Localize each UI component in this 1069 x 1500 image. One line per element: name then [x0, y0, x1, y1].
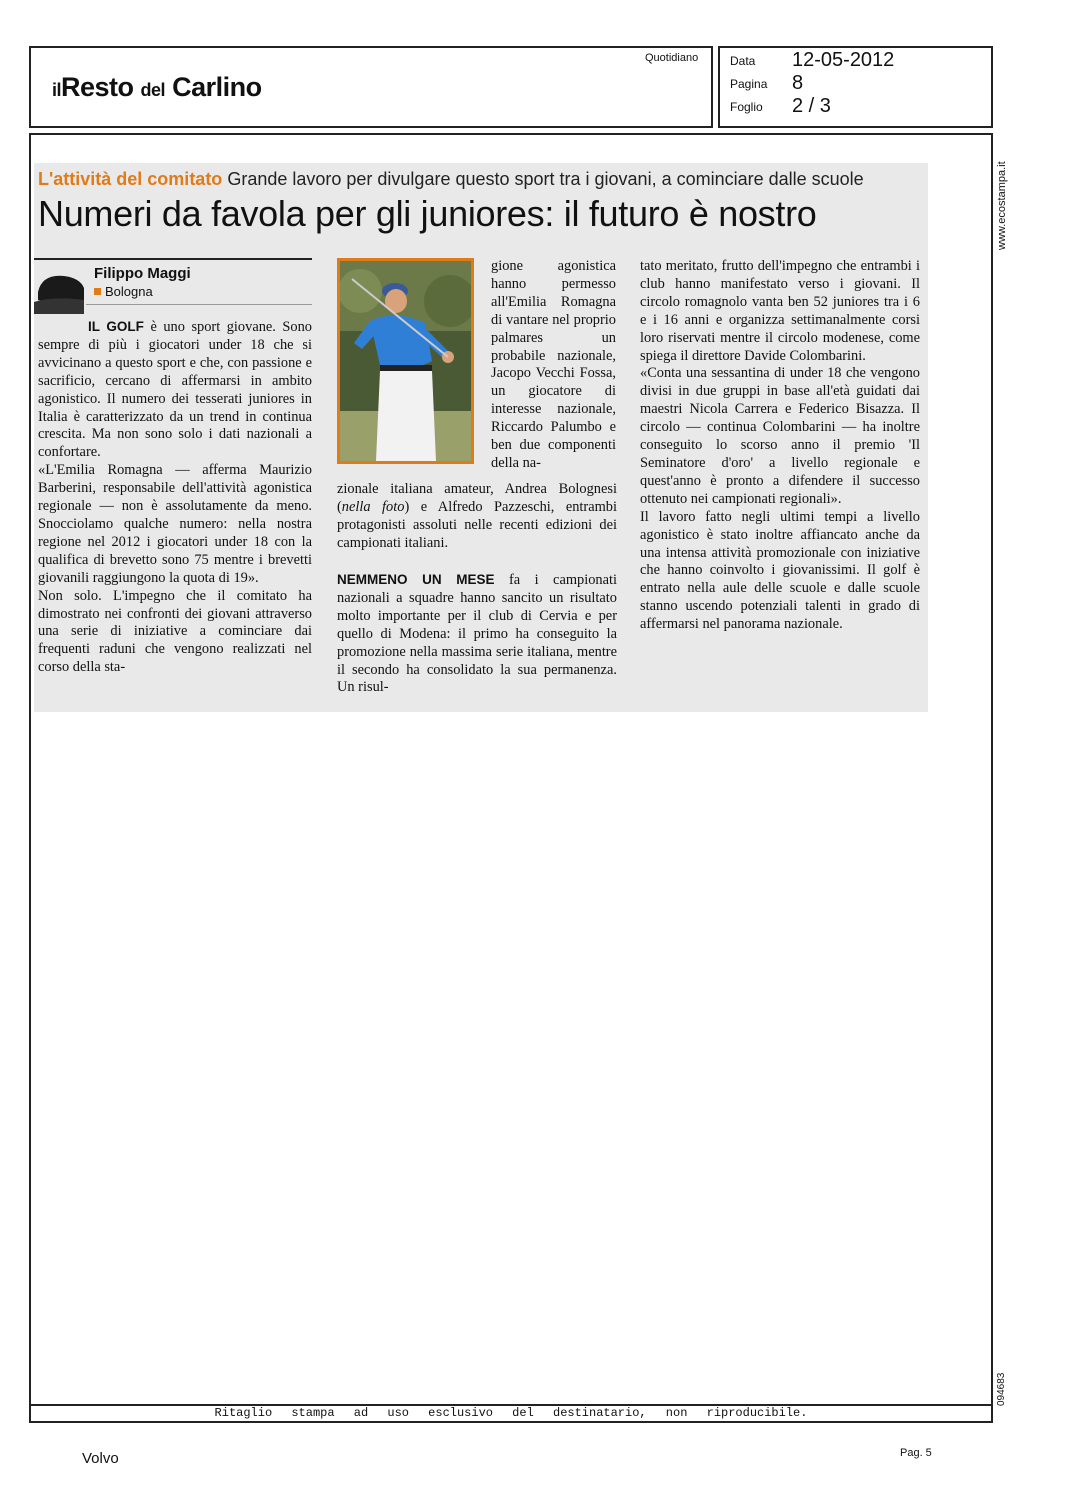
lead-in-golf: IL GOLF	[88, 319, 144, 334]
paragraph: Il lavoro fatto negli ultimi tempi a livello agonistico è stato inoltre affiancato anche da una intensa attività promozionale con iniziative che hanno coinvolto i giovanissimi. Il golf è entrato nella aule delle scuole e dalle scuole stanno uscendo potenziali talenti in grado di affermarsi nel panorama nazionale.	[640, 508, 920, 633]
kicker-label: L'attività del comitato	[38, 169, 223, 189]
page-number: Pag. 5	[900, 1447, 932, 1459]
newspaper-logo: ilResto del Carlino	[52, 72, 262, 102]
author-city: Bologna	[94, 284, 153, 299]
article-column-2-top: gione agonistica hanno permesso all'Emilia Romagna di vantare nel proprio palmares un probabile nazionale, Jacopo Vecchi Fossa, un giocatore di interesse nazionale, Riccardo Palumbo e ben due componenti della na-	[491, 258, 616, 471]
paragraph: è uno sport giovane. Sono sempre di più i giocatori under 18 che si avvicinano a questo sport e che, con passione e sacrificio, cercano di affermarsi in ambito agonistico. Il numero dei tesserati juniores in Italia è caratterizzato da un trend in continua crescita. Ma non sono solo i dati nazionali a confortare.	[38, 319, 312, 461]
article-column-3	[640, 258, 920, 634]
paragraph: «Conta una sessantina di under 18 che vengono divisi in due gruppi in base all'età guidati dai maestri Nicola Carrera e Federico Bisazza. Il circolo — continua Colombarini — ha inoltre conseguito lo scorso anno il premio 'Il Seminatore d'oro' a livello regionale e quest'anno è pronto a difendere il successo ottenuto nei campionati regionali».	[640, 365, 920, 507]
author-avatar	[34, 266, 84, 314]
bullet-square-icon	[94, 288, 101, 295]
paragraph: «L'Emilia Romagna — afferma Maurizio Barberini, responsabile dell'attività agonistica regionale — non è assolutamente da meno. Snocciolamo qualche numero: nella nostra regione nel 2012 i giocatori under 18 con la qualifica di brevetto sono 75 mentre i brevetti giovanili raggiungono la quota di 19».	[38, 462, 312, 586]
sheet-label: Foglio	[730, 100, 763, 114]
paragraph: tato meritato, frutto dell'impegno che entrambi i club hanno manifestato verso i giovani. Il circolo romagnolo vanta ben 52 juniores tra i 6 e i 16 anni e organizza settimanalmente corsi loro riservati mentre il circolo modenese, come spiega il direttore Davide Colombarini.	[640, 258, 920, 364]
article-column-2-bottom: NEMMENO UN MESE fa i campionati nazionali a squadre hanno sancito un risultato molto importante per il club di Cervia e per quello di Modena: il primo ha conseguito la promozione nella massima serie italiana, mentre il secondo ha consolidato la sua permanenza. Un risul-	[337, 572, 617, 696]
client-name: Volvo	[82, 1450, 119, 1467]
article-column-2-middle: zionale italiana amateur, Andrea Bolognesi (nella foto) e Alfredo Pazzeschi, entrambi protagonisti assoluti nelle recenti edizioni dei campionati italiani.	[337, 481, 617, 551]
date-label: Data	[730, 54, 756, 68]
byline-rule	[34, 258, 312, 260]
kicker-text: Grande lavoro per divulgare questo sport tra i giovani, a cominciare dalle scuole	[227, 169, 864, 189]
copyright-notice: Ritaglio stampa ad uso esclusivo del destinatario, non riproducibile.	[214, 1406, 808, 1420]
side-code: 094683	[996, 1372, 1007, 1406]
article-kicker	[38, 169, 864, 190]
page-label: Pagina	[730, 77, 768, 91]
byline-underline	[86, 304, 312, 305]
publication-type: Quotidiano	[645, 52, 699, 64]
side-url: www.ecostampa.it	[996, 161, 1008, 250]
paragraph: Non solo. L'impegno che il comitato ha dimostrato nei confronti dei giovani attraverso una serie di iniziative a cominciare dai frequenti raduni che vengono realizzati nel corso della sta-	[38, 587, 312, 676]
sheet-value: 2 / 3	[792, 95, 831, 117]
golfer-photo	[337, 258, 474, 464]
date-value: 12-05-2012	[792, 49, 895, 71]
article-column-1	[38, 318, 312, 677]
article-headline: Numeri da favola per gli juniores: il futuro è nostro	[38, 193, 817, 234]
lead-in-nemmeno: NEMMENO UN MESE	[337, 572, 495, 587]
page-value: 8	[792, 72, 804, 94]
author-name: Filippo Maggi	[94, 265, 191, 282]
